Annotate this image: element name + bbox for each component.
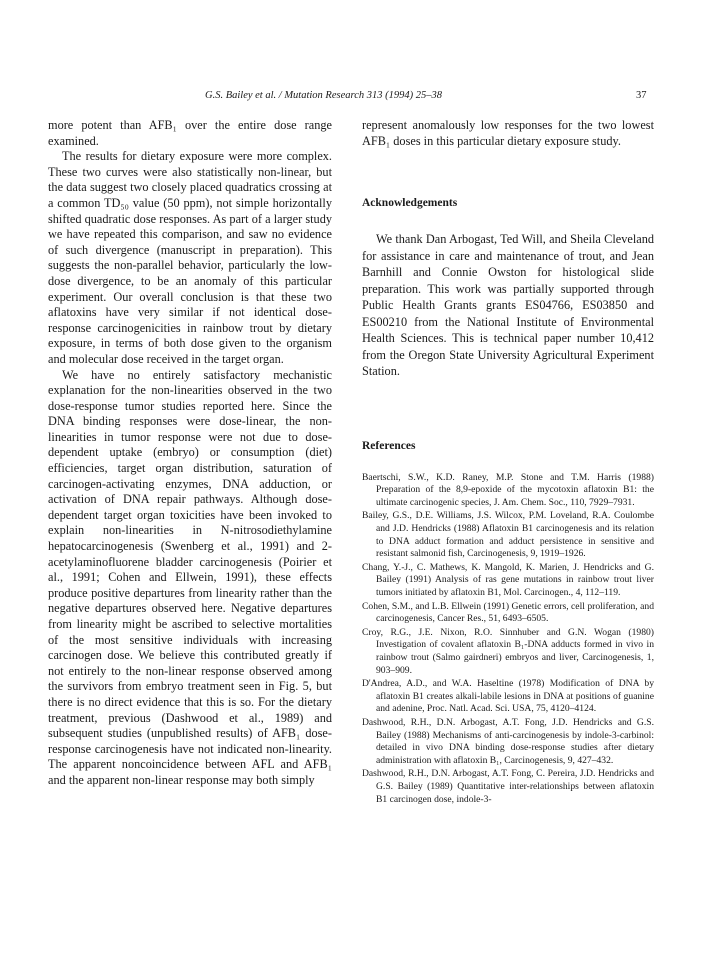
page-number: 37 bbox=[636, 90, 647, 101]
acknowledgements-text: We thank Dan Arbogast, Ted Will, and Sheila Cleveland for assistance in care and maintenance of trout, and Jean Barnhill and Connie Owston for histological slide preparation. This work was partially supported through Public Health Grants grants ES04766, ES03850 and ES00210 from the National Institute of Environmental Health Sciences. This is technical paper number 10,412 from the Oregon State University Agricultural Experiment Station. bbox=[362, 232, 654, 379]
reference-item: Dashwood, R.H., D.N. Arbogast, A.T. Fong, J.D. Hendricks and G.S. Bailey (1988) Mechanisms of anti-carcinogenesis by indole-3-carbinol: detailed in vivo DNA binding dose-response studies after dietary administration with aflatoxin B₁, Carcinogenesis, 9, 427–432. bbox=[362, 716, 654, 766]
body-paragraph: We have no entirely satisfactory mechanistic explanation for the non-linearities observed in the two dose-response tumor studies reported here. Since the DNA binding responses were dose-linear, the non-linearities in tumor response were not due to dose-dependent uptake (embryo) or consumption (diet) efficiencies, target organ distribution, saturation of carcinogen-activating enzymes, DNA adduction, or activation of DNA repair pathways. Although dose-dependent target organ toxicities have been invoked to explain non-linearities in N-nitrosodiethylamine hepatocarcinogenesis (Swenberg et al., 1991) and 2-acetylaminofluorene bladder carcinogenesis (Poirier et al., 1991; Cohen and Ellwein, 1991), these effects produce positive departures from linearity rather than the negative departures observed here. Negative departures from linearity might be ascribed to selective mortalities of the most sensitive individuals with increasing carcinogen dose. We believe this contributed greatly if not entirely to the non-linear response observed among the survivors from embryo treatment seen in Fig. 5, but there is no direct evidence that this is so. For the dietary treatment, previous (Dashwood et al., 1989) and subsequent studies (unpublished results) of AFB₁ dose-response carcinogenesis have not indicated non-linearity. The apparent noncoincidence between AFL and AFB₁ and the apparent non-linear response may both simply bbox=[48, 367, 332, 787]
reference-item: Cohen, S.M., and L.B. Ellwein (1991) Genetic errors, cell proliferation, and carcinogenesis, Cancer Res., 51, 6493–6505. bbox=[362, 600, 654, 625]
references-heading: References bbox=[362, 439, 416, 452]
reference-item: Croy, R.G., J.E. Nixon, R.O. Sinnhuber and G.N. Wogan (1980) Investigation of covalent aflatoxin B₁-DNA adducts formed in vivo in rainbow trout (Salmo gairdneri) embryos and liver, Carcinogenesis, 1, 903–909. bbox=[362, 626, 654, 676]
body-paragraph-continuation: represent anomalously low responses for the two lowest AFB₁ doses in this particular dietary exposure study. bbox=[362, 118, 654, 148]
reference-item: Dashwood, R.H., D.N. Arbogast, A.T. Fong, C. Pereira, J.D. Hendricks and G.S. Bailey (1989) Quantitative inter-relationships between aflatoxin B1 carcinogen dose, indole-3- bbox=[362, 768, 654, 805]
body-paragraph: The results for dietary exposure were more complex. These two curves were also statistically non-linear, but the data suggest two closely placed quadratics crossing at a common TD₅₀ value (50 ppm), not simple horizontally shifted quadratic dose responses. As part of a larger study we have repeated this comparison, and saw no evidence of such divergence (manuscript in preparation). This suggests the non-parallel behavior, particularly the low-dose divergence, to be an anomaly of this particular experiment. Our overall conclusion is that these two aflatoxins have very similar if not identical dose-response carcinogenicities in rainbow trout by dietary exposure, in terms of both dose given to the organism and molecular dose received in the target organ. bbox=[48, 149, 332, 366]
left-column bbox=[48, 118, 332, 789]
body-paragraph: more potent than AFB₁ over the entire dose range examined. bbox=[48, 118, 332, 148]
acknowledgements-heading: Acknowledgements bbox=[362, 197, 458, 210]
running-title: G.S. Bailey et al. / Mutation Research 313 (1994) 25–38 bbox=[205, 90, 442, 101]
reference-list bbox=[362, 472, 654, 806]
reference-item: Baertschi, S.W., K.D. Raney, M.P. Stone and T.M. Harris (1988) Preparation of the 8,9-epoxide of the mycotoxin aflatoxin B1: the ultimate carcinogenic species, J. Am. Chem. Soc., 110, 7929–7931. bbox=[362, 471, 654, 508]
reference-item: D'Andrea, A.D., and W.A. Haseltine (1978) Modification of DNA by aflatoxin B1 creates alkali-labile lesions in DNA at positions of guanine and adenine, Proc. Natl. Acad. Sci. USA, 75, 4120–4124. bbox=[362, 678, 654, 715]
right-column bbox=[362, 118, 654, 807]
reference-item: Chang, Y.-J., C. Mathews, K. Mangold, K. Marien, J. Hendricks and G. Bailey (1991) Analysis of ras gene mutations in rainbow trout liver tumors initiated by aflatoxin B1, Mol. Carcinogen., 4, 112–119. bbox=[362, 561, 654, 599]
reference-item: Bailey, G.S., D.E. Williams, J.S. Wilcox, P.M. Loveland, R.A. Coulombe and J.D. Hendricks (1988) Aflatoxin B1 carcinogenesis and its relation to DNA adduct formation and adduct persistence in sensitive and resistant salmonid fish, Carcinogenesis, 9, 1919–1926. bbox=[362, 510, 654, 560]
